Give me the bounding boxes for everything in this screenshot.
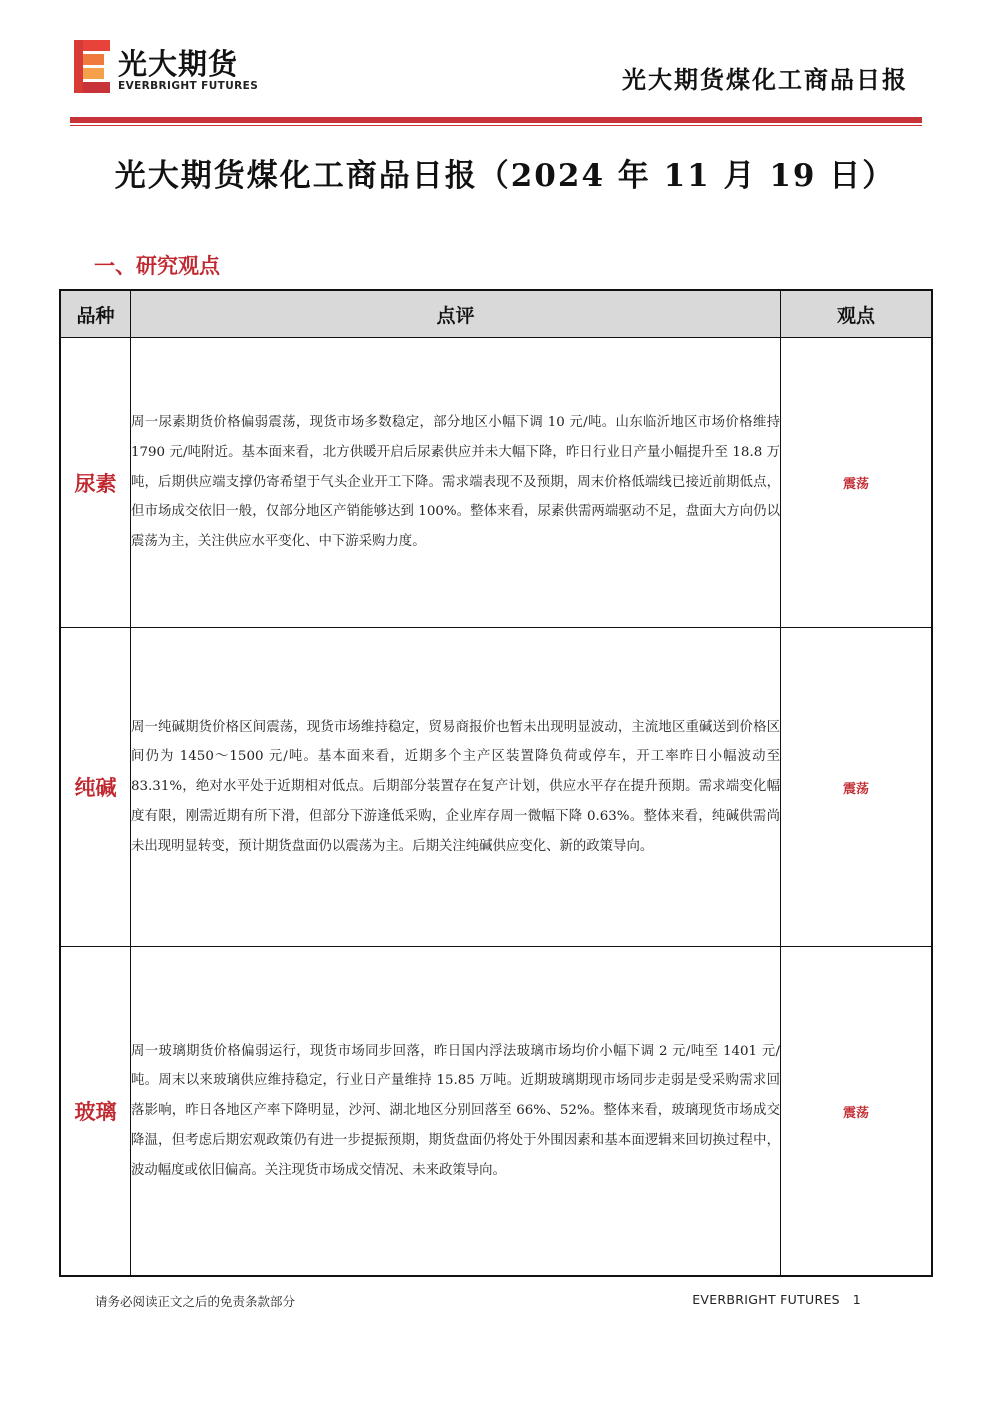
brand-name-cn: 光大期货 xyxy=(118,47,239,81)
comment-cell: 周一玻璃期货价格偏弱运行，现货市场同步回落，昨日国内浮法玻璃市场均价小幅下调 2 元/吨至 1401 元/吨。周末以来玻璃供应维持稳定，行业日产量维持 15.85 万吨。近期玻璃期现市场同步走弱是受采购需求回落影响，昨日各地区产率下降明显，沙河、湖北地区分别回落至 66%、52%。整体来看，玻璃现货市场成交降温，但考虑后期宏观政策仍有进一步提振预期，期货盘面仍将处于外围因素和基本面逻辑来回切换过程中，波动幅度或依旧偏高。关注现货市场成交情况、未来政策导向。 xyxy=(131,947,781,1277)
column-header-variety: 品种 xyxy=(60,290,131,338)
everbright-logo-icon xyxy=(74,40,110,94)
footer-disclaimer: 请务必阅读正文之后的免责条款部分 xyxy=(95,1294,296,1309)
variety-cell: 纯碱 xyxy=(60,628,131,947)
brand-name-en: EVERBRIGHT FUTURES xyxy=(118,80,259,92)
header-divider xyxy=(70,117,922,123)
view-cell: 震荡 xyxy=(781,338,933,628)
view-cell: 震荡 xyxy=(781,628,933,947)
page-number: 1 xyxy=(852,1292,861,1307)
variety-cell: 玻璃 xyxy=(60,947,131,1277)
comment-cell: 周一尿素期货价格偏弱震荡，现货市场多数稳定，部分地区小幅下调 10 元/吨。山东临沂地区市场价格维持 1790 元/吨附近。基本面来看，北方供暖开启后尿素供应并未大幅下降，昨日行业日产量小幅提升至 18.8 万吨，后期供应端支撑仍寄希望于气头企业开工下降。需求端表现不及预期，周末价格低端线已接近前期低点，但市场成交依旧一般，仅部分地区产销能够达到 100%。整体来看，尿素供需两端驱动不足，盘面大方向仍以震荡为主，关注供应水平变化、中下游采购力度。 xyxy=(131,338,781,628)
view-cell: 震荡 xyxy=(781,947,933,1277)
research-view-table xyxy=(59,289,933,1277)
table-header-row xyxy=(60,290,932,338)
variety-cell: 尿素 xyxy=(60,338,131,628)
column-header-view: 观点 xyxy=(781,290,933,338)
footer-brand: EVERBRIGHT FUTURES xyxy=(692,1292,840,1307)
table-row xyxy=(60,338,932,628)
footer-brand-page xyxy=(692,1292,861,1307)
table-row xyxy=(60,628,932,947)
header-title: 光大期货煤化工商品日报 xyxy=(622,65,908,94)
column-header-comment: 点评 xyxy=(131,290,781,338)
header-divider-thin xyxy=(70,125,922,126)
table-row xyxy=(60,947,932,1277)
section-heading: 一、研究观点 xyxy=(94,253,220,278)
brand-logo xyxy=(74,40,284,100)
comment-cell: 周一纯碱期货价格区间震荡，现货市场维持稳定，贸易商报价也暂未出现明显波动，主流地区重碱送到价格区间仍为 1450～1500 元/吨。基本面来看，近期多个主产区装置降负荷或停车，开工率昨日小幅波动至 83.31%，绝对水平处于近期相对低点。后期部分装置存在复产计划，供应水平存在提升预期。需求端变化幅度有限，刚需近期有所下滑，但部分下游逢低采购，企业库存周一微幅下降 0.63%。整体来看，纯碱供需尚未出现明显转变，预计期货盘面仍以震荡为主。后期关注纯碱供应变化、新的政策导向。 xyxy=(131,628,781,947)
document-title: 光大期货煤化工商品日报（2024 年 11 月 19 日） xyxy=(114,158,896,194)
